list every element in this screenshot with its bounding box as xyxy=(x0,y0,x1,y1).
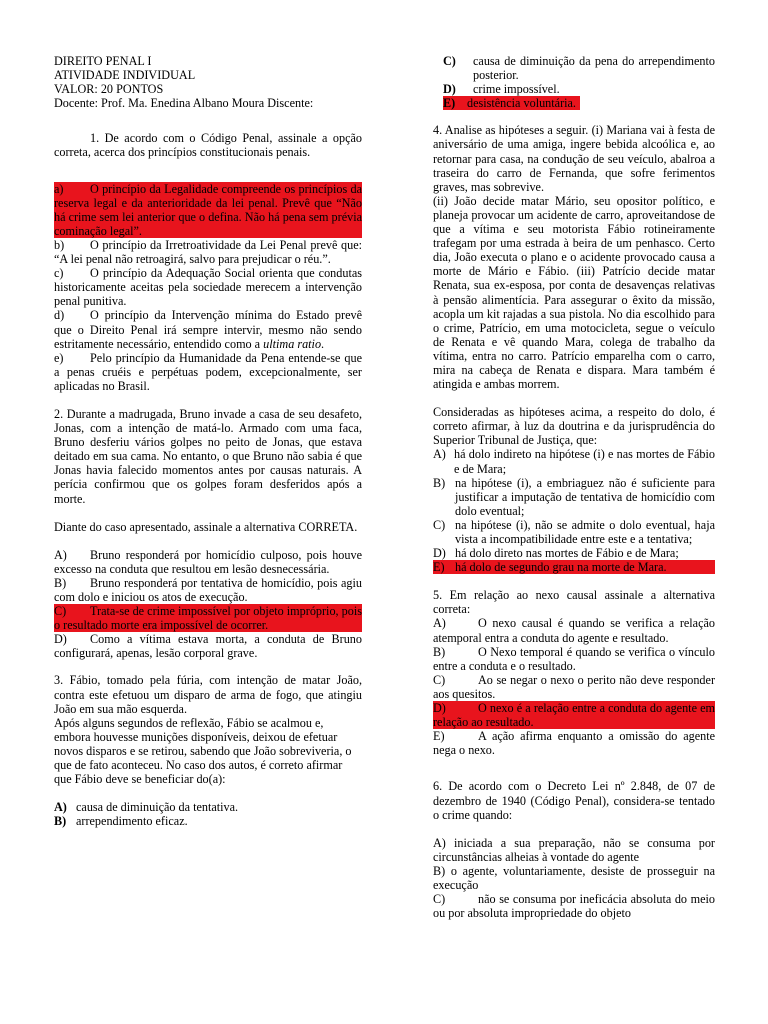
question-3-stem-continued: Após alguns segundos de reflexão, Fábio se acalmou e, embora houvesse munições disponíveis, deixou de efetuar novos disparos e se retirou, sabendo que João sobreviveria, o que de fato aconteceu. No caso dos autos, é correto afirmar que Fábio deve se beneficiar do(a): xyxy=(54,715,352,787)
q3-option-b-text: arrependimento eficaz. xyxy=(76,814,188,829)
q3-option-e-label: E) xyxy=(443,96,456,111)
q5-option-a-label: A) xyxy=(433,616,446,631)
q1-option-c xyxy=(54,266,362,308)
q4-option-d-label: D) xyxy=(433,546,446,561)
q1-option-d-label: d) xyxy=(54,308,65,323)
q1-option-b xyxy=(54,238,362,266)
q4-option-b xyxy=(433,476,715,518)
q2-option-d-text: Como a vítima estava morta, a conduta de Bruno configurará, apenas, lesão corporal grave. xyxy=(54,632,362,661)
q3-option-c-text: causa de diminuição da pena do arrependimento posterior. xyxy=(473,54,715,83)
q5-option-e-text: A ação afirma enquanto a omissão do agente nega o nexo. xyxy=(433,729,715,758)
question-5 xyxy=(433,588,715,757)
q4-option-c-label: C) xyxy=(433,517,446,532)
q1-option-c-text: O princípio da Adequação Social orienta que condutas historicamente aceitas pela sociedade merecem a intervenção penal punitiva. xyxy=(54,266,362,309)
q1-option-d-end: . xyxy=(321,336,325,351)
q3-option-a-label: A) xyxy=(54,800,67,815)
q4-option-b-text: na hipótese (i), a embriaguez não é suficiente para justificar a imputação de tentativa de homicídio com dolo eventual; xyxy=(455,475,715,518)
q4-option-a xyxy=(433,447,715,475)
q2-option-a-text: Bruno responderá por homicídio culposo, pois houve excesso na conduta que resultou em lesão desnecessária. xyxy=(54,547,362,576)
q6-option-a: A) iniciada a sua preparação, não se consuma por circunstâncias alheias à vontade do agente xyxy=(433,835,715,864)
q1-option-e xyxy=(54,351,362,393)
value-line: VALOR: 20 PONTOS xyxy=(54,82,164,97)
question-3-stem: 3. Fábio, tomado pela fúria, com intenção de matar João, contra este efetuou um disparo de arma de fogo, que atingiu João em sua mão esquerda. xyxy=(54,673,362,716)
q4-option-a-label: A) xyxy=(433,447,446,462)
q3-option-c xyxy=(433,54,715,82)
q5-option-c xyxy=(433,673,715,701)
q4-option-c-text: na hipótese (i), não se admite o dolo eventual, haja vista a incompatibilidade entre este e a tentativa; xyxy=(455,517,715,546)
question-2-stem: 2. Durante a madrugada, Bruno invade a casa de seu desafeto, Jonas, com a intenção de matá-lo. Armado com uma faca, Bruno desferiu vários golpes no peito de Jonas, que estava deitado em sua cama. No entanto, o que Bruno não sabia é que Jonas havia falecido momentos antes por causas naturais. A perícia confirmou que os golpes foram desferidos após a morte. xyxy=(54,406,362,506)
q2-option-c xyxy=(54,604,362,632)
q2-option-d-label: D) xyxy=(54,632,67,647)
question-4-stem-continued: (ii) João decide matar Mário, seu opositor político, e planeja provocar um acidente de carro, aproveitandose de que a vítima e seu motorista Fábio rotineiramente trafegam por uma estrada à beira de um penhasco. Certo dia, João executa o plano e o acidente provocado causa a morte de Mário e Fábio. (iii) Patrício decide matar Renata, sua ex-esposa, por conta de desavenças relativas à pensão alimentícia. Para assegurar o êxito da missão, acopla um kit rajadas a sua pistola. No dia escolhido para o crime, Patrício, em uma motocicleta, segue o veículo de Renata e vê quando Mara, colega de trabalho da vítima, entra no carro. Patrício emparelha com o carro, mira na cabeça de Renata e dispara. Mara também é atingida e ambas morrem. xyxy=(433,193,715,392)
q1-option-c-label: c) xyxy=(54,266,64,281)
q2-option-b xyxy=(54,576,362,604)
q6-option-c-label: C) xyxy=(433,892,446,907)
question-2 xyxy=(54,407,362,661)
q1-option-d-emphasis: ultima ratio xyxy=(263,336,322,351)
q5-option-d-label: D) xyxy=(433,701,446,716)
question-3-continued xyxy=(433,54,715,110)
question-1-stem: 1. De acordo com o Código Penal, assinale a opção correta, acerca dos princípios constitucionais penais. xyxy=(54,131,362,160)
q1-option-b-text: O princípio da Irretroatividade da Lei Penal prevê que: “A lei penal não retroagirá, salvo para prejudicar o réu.”. xyxy=(54,237,362,267)
q3-option-a xyxy=(54,800,362,814)
right-column xyxy=(433,54,715,920)
q5-option-a xyxy=(433,616,715,644)
q4-option-a-text: há dolo indireto na hipótese (i) e nas mortes de Fábio e de Mara; xyxy=(454,447,715,476)
teacher-line: Docente: Prof. Ma. Enedina Albano Moura Discente: xyxy=(54,96,314,111)
q3-option-a-text: causa de diminuição da tentativa. xyxy=(76,800,239,815)
q3-option-d-label: D) xyxy=(443,82,456,97)
q2-option-d xyxy=(54,632,362,660)
q6-option-c xyxy=(433,892,715,920)
question-6-stem: 6. De acordo com o Decreto Lei nº 2.848, de 07 de dezembro de 1940 (Código Penal), considera-se tentado o crime quando: xyxy=(433,779,715,822)
q3-option-e-text: desistência voluntária. xyxy=(467,96,576,111)
q5-option-e xyxy=(433,729,715,757)
q1-option-b-label: b) xyxy=(54,237,65,252)
q4-option-d-text: há dolo direto nas mortes de Fábio e de Mara; xyxy=(455,546,679,561)
q5-option-b-label: B) xyxy=(433,644,446,659)
question-4 xyxy=(433,123,715,574)
q4-option-c xyxy=(433,518,715,546)
q3-option-b-label: B) xyxy=(54,814,67,829)
q2-option-a-label: A) xyxy=(54,547,67,562)
q5-option-b-text: O Nexo temporal é quando se verifica o vínculo entre a conduta e o resultado. xyxy=(433,644,715,673)
q5-option-b xyxy=(433,645,715,673)
document-header xyxy=(54,54,362,110)
course-title: DIREITO PENAL I xyxy=(54,54,152,68)
question-3 xyxy=(54,673,362,828)
q1-option-d xyxy=(54,308,362,350)
question-4-instruction: Consideradas as hipóteses acima, a respeito do dolo, é correto afirmar, à luz da doutrina e da jurisprudência do Superior Tribunal de Justiça, que: xyxy=(433,405,715,448)
q3-option-d-text: crime impossível. xyxy=(473,82,560,97)
q1-option-a xyxy=(54,182,362,238)
left-column xyxy=(54,54,362,828)
q4-option-b-label: B) xyxy=(433,475,446,490)
q2-option-b-label: B) xyxy=(54,575,67,590)
q3-option-b xyxy=(54,814,362,828)
q1-option-a-text: O princípio da Legalidade compreende os princípios da reserva legal e da anterioridade da lei penal. Prevê que “Não há crime sem lei anterior que o defina. Não há pena sem prévia cominação legal”. xyxy=(54,181,362,238)
question-6 xyxy=(433,779,715,920)
question-2-instruction: Diante do caso apresentado, assinale a alternativa CORRETA. xyxy=(54,519,358,534)
q5-option-d-text: O nexo é a relação entre a conduta do agente em relação ao resultado. xyxy=(433,701,715,730)
q6-option-c-text: não se consuma por ineficácia absoluta do meio ou por absoluta impropriedade do objeto xyxy=(433,892,715,921)
q4-option-d xyxy=(433,546,715,560)
q5-option-e-label: E) xyxy=(433,729,445,744)
q3-option-e xyxy=(433,96,715,110)
q2-option-c-text: Trata-se de crime impossível por objeto impróprio, pois o resultado morte era impossível de ocorrer. xyxy=(54,604,362,633)
q1-option-e-label: e) xyxy=(54,350,64,365)
activity-title: ATIVIDADE INDIVIDUAL xyxy=(54,68,196,83)
q3-option-c-label: C) xyxy=(443,54,456,68)
q4-option-e xyxy=(433,560,715,574)
question-4-stem: 4. Analise as hipóteses a seguir. (i) Mariana vai à festa de aniversário de uma amiga, ingere bebida alcoólica e, ao retornar para casa, na condução de seu veículo, abalroa a traseira do carro de Fernanda, que sofre ferimentos graves, mas sobrevive. xyxy=(433,123,715,194)
q2-option-b-text: Bruno responderá por tentativa de homicídio, pois agiu com dolo e iniciou os atos de execução. xyxy=(54,575,362,604)
question-1 xyxy=(54,131,362,393)
q2-option-c-label: C) xyxy=(54,604,67,619)
q4-option-e-label: E) xyxy=(433,560,445,575)
q1-option-e-text: Pelo princípio da Humanidade da Pena entende-se que a penas cruéis e perpétuas podem, excepcionalmente, ser aplicadas no Brasil. xyxy=(54,350,362,393)
q5-option-a-text: O nexo causal é quando se verifica a relação atemporal entra a conduta do agente e resultado. xyxy=(433,616,715,645)
q4-option-e-text: há dolo de segundo grau na morte de Mara. xyxy=(455,560,667,575)
q3-option-d xyxy=(433,82,715,96)
q6-option-b: B) o agente, voluntariamente, desiste de prosseguir na execução xyxy=(433,863,715,892)
q1-option-a-label: a) xyxy=(54,181,64,196)
q2-option-a xyxy=(54,548,362,576)
q5-option-c-text: Ao se negar o nexo o perito não deve responder aos quesitos. xyxy=(433,672,715,701)
q5-option-d xyxy=(433,701,715,729)
question-5-stem: 5. Em relação ao nexo causal assinale a alternativa correta: xyxy=(433,588,715,617)
q1-option-d-text: O princípio da Intervenção mínima do Estado prevê que o Direito Penal irá sempre intervir, mesmo não sendo estritamente necessário, entendido como a xyxy=(54,308,362,351)
q5-option-c-label: C) xyxy=(433,672,446,687)
